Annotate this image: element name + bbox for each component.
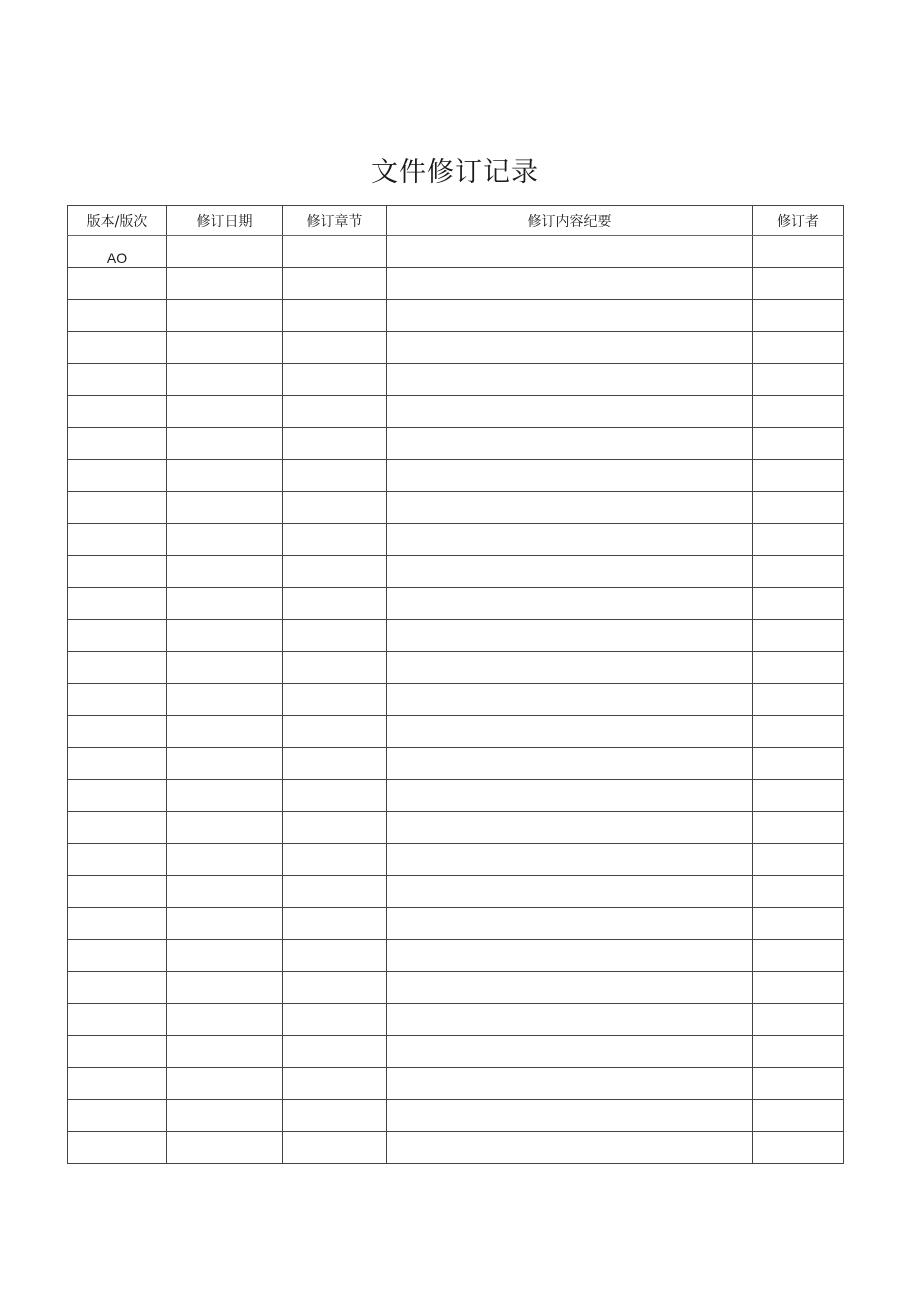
cell-version [68,1100,167,1132]
cell-revision-section [283,780,387,812]
cell-version [68,908,167,940]
cell-revision-summary [387,556,753,588]
cell-revision-date [167,652,283,684]
cell-revision-section [283,588,387,620]
header-revision-summary: 修订内容纪要 [387,206,753,236]
cell-reviser [753,364,844,396]
cell-reviser [753,908,844,940]
table-row [68,396,844,428]
cell-version [68,780,167,812]
cell-revision-date [167,300,283,332]
cell-revision-summary [387,364,753,396]
cell-revision-section [283,972,387,1004]
cell-revision-date [167,236,283,268]
cell-revision-date [167,620,283,652]
cell-revision-summary [387,748,753,780]
cell-revision-date [167,1100,283,1132]
cell-reviser [753,332,844,364]
cell-revision-date [167,588,283,620]
cell-revision-summary [387,716,753,748]
cell-revision-section [283,684,387,716]
cell-revision-section [283,364,387,396]
table-row [68,588,844,620]
table-row [68,460,844,492]
cell-reviser [753,844,844,876]
cell-revision-section [283,620,387,652]
cell-revision-date [167,524,283,556]
cell-revision-date [167,1036,283,1068]
table-row [68,620,844,652]
cell-version [68,748,167,780]
cell-reviser [753,460,844,492]
cell-version [68,396,167,428]
cell-revision-section [283,492,387,524]
cell-revision-summary [387,268,753,300]
header-revision-section: 修订章节 [283,206,387,236]
cell-reviser [753,300,844,332]
cell-revision-section [283,300,387,332]
cell-revision-section [283,396,387,428]
cell-revision-date [167,428,283,460]
cell-version [68,684,167,716]
table-row [68,492,844,524]
cell-revision-summary [387,620,753,652]
cell-version [68,1068,167,1100]
table-row [68,812,844,844]
table-row [68,844,844,876]
table-row [68,716,844,748]
cell-revision-date [167,364,283,396]
cell-revision-section [283,1132,387,1164]
table-body [68,236,844,1164]
table-row [68,268,844,300]
cell-revision-date [167,492,283,524]
table-row [68,940,844,972]
cell-reviser [753,876,844,908]
cell-revision-summary [387,492,753,524]
cell-reviser [753,396,844,428]
cell-revision-summary [387,684,753,716]
cell-revision-summary [387,812,753,844]
cell-version [68,1132,167,1164]
cell-revision-section [283,716,387,748]
table-row [68,908,844,940]
cell-revision-summary [387,300,753,332]
table-row [68,236,844,268]
cell-revision-section [283,332,387,364]
cell-reviser [753,716,844,748]
cell-reviser [753,1004,844,1036]
cell-version [68,588,167,620]
cell-version [68,812,167,844]
cell-revision-date [167,940,283,972]
cell-revision-summary [387,972,753,1004]
cell-revision-summary [387,396,753,428]
cell-reviser [753,1132,844,1164]
page-title: 文件修订记录 [371,157,539,188]
cell-version [68,876,167,908]
cell-revision-date [167,268,283,300]
cell-version [68,268,167,300]
cell-reviser [753,1068,844,1100]
cell-revision-date [167,556,283,588]
cell-revision-summary [387,428,753,460]
table-row [68,748,844,780]
cell-revision-summary [387,1132,753,1164]
cell-revision-summary [387,844,753,876]
cell-reviser [753,940,844,972]
cell-version [68,844,167,876]
cell-revision-section [283,268,387,300]
cell-revision-section [283,1100,387,1132]
cell-reviser [753,588,844,620]
cell-revision-section [283,236,387,268]
cell-reviser [753,556,844,588]
table-row [68,1132,844,1164]
cell-reviser [753,492,844,524]
header-revision-date: 修订日期 [167,206,283,236]
cell-reviser [753,684,844,716]
cell-revision-date [167,716,283,748]
cell-revision-summary [387,1036,753,1068]
cell-revision-date [167,684,283,716]
table-row [68,780,844,812]
cell-version: AO [68,236,167,268]
cell-reviser [753,1036,844,1068]
cell-revision-date [167,1004,283,1036]
cell-revision-section [283,748,387,780]
cell-revision-section [283,1068,387,1100]
cell-revision-date [167,460,283,492]
cell-revision-summary [387,332,753,364]
cell-version [68,652,167,684]
cell-version [68,972,167,1004]
cell-revision-section [283,940,387,972]
cell-revision-date [167,876,283,908]
revision-record-table [67,205,844,1164]
cell-revision-date [167,1068,283,1100]
cell-revision-summary [387,652,753,684]
cell-version [68,620,167,652]
cell-revision-summary [387,1100,753,1132]
cell-revision-section [283,460,387,492]
cell-reviser [753,972,844,1004]
cell-version [68,460,167,492]
cell-revision-section [283,876,387,908]
cell-version [68,332,167,364]
cell-revision-section [283,428,387,460]
cell-revision-summary [387,236,753,268]
cell-version [68,940,167,972]
cell-revision-date [167,1132,283,1164]
table-row [68,1100,844,1132]
table-row [68,684,844,716]
cell-revision-summary [387,940,753,972]
cell-revision-summary [387,460,753,492]
cell-revision-section [283,908,387,940]
cell-revision-summary [387,588,753,620]
cell-reviser [753,748,844,780]
cell-revision-date [167,908,283,940]
cell-reviser [753,652,844,684]
cell-revision-section [283,1036,387,1068]
cell-revision-section [283,652,387,684]
cell-version [68,492,167,524]
cell-revision-summary [387,908,753,940]
cell-reviser [753,620,844,652]
cell-revision-summary [387,1068,753,1100]
cell-reviser [753,780,844,812]
table-row [68,1004,844,1036]
cell-version [68,300,167,332]
cell-revision-section [283,812,387,844]
cell-revision-date [167,748,283,780]
cell-revision-date [167,972,283,1004]
table-row [68,556,844,588]
cell-revision-section [283,1004,387,1036]
table-row [68,524,844,556]
cell-reviser [753,268,844,300]
cell-reviser [753,428,844,460]
cell-reviser [753,1100,844,1132]
table-row [68,364,844,396]
table-row [68,972,844,1004]
cell-revision-date [167,332,283,364]
cell-reviser [753,236,844,268]
cell-revision-date [167,812,283,844]
cell-revision-section [283,556,387,588]
cell-revision-summary [387,1004,753,1036]
table-row [68,652,844,684]
cell-revision-summary [387,876,753,908]
cell-revision-summary [387,780,753,812]
table-row [68,332,844,364]
table-header-row [68,206,844,236]
cell-version [68,364,167,396]
cell-revision-section [283,524,387,556]
table-row [68,1068,844,1100]
cell-version [68,556,167,588]
cell-revision-section [283,844,387,876]
cell-revision-date [167,396,283,428]
cell-version [68,428,167,460]
cell-revision-date [167,780,283,812]
table-row [68,1036,844,1068]
table-row [68,876,844,908]
cell-reviser [753,812,844,844]
cell-revision-summary [387,524,753,556]
header-reviser: 修订者 [753,206,844,236]
cell-version [68,524,167,556]
table-row [68,300,844,332]
cell-version [68,1004,167,1036]
table-row [68,428,844,460]
cell-version [68,1036,167,1068]
cell-version [68,716,167,748]
cell-revision-date [167,844,283,876]
header-version: 版本/版次 [68,206,167,236]
cell-reviser [753,524,844,556]
